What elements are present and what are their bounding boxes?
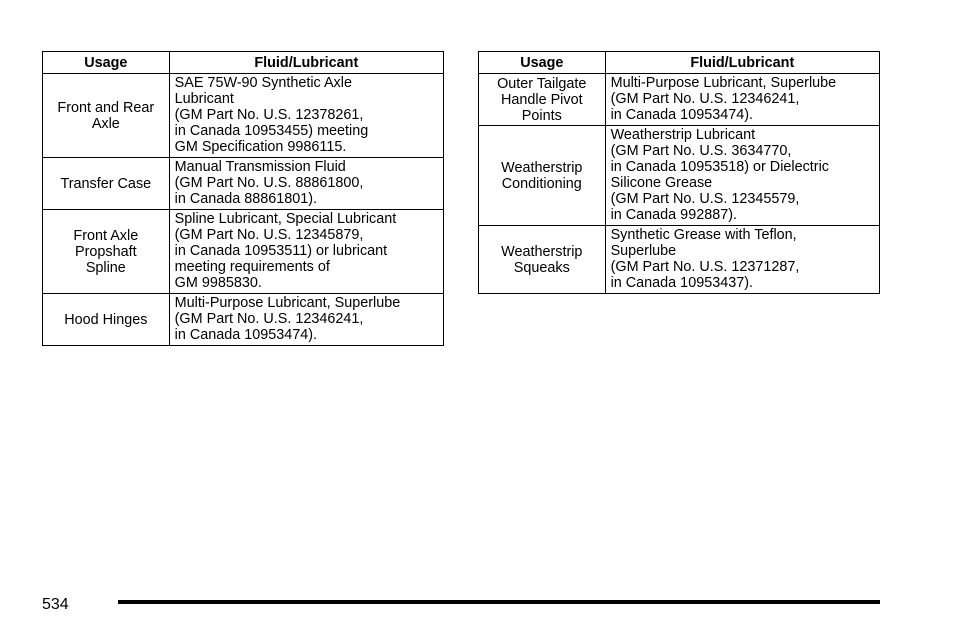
fluid-cell-line: in Canada 10953518) or Dielectric xyxy=(610,159,829,175)
usage-header: Usage xyxy=(479,52,606,74)
fluid-cell xyxy=(605,74,879,126)
fluid-cell-line: (GM Part No. U.S. 12346241, xyxy=(174,311,364,327)
usage-cell-line: Spline xyxy=(85,259,126,276)
fluid-cell xyxy=(605,126,879,226)
table-body xyxy=(479,74,880,294)
usage-cell-line: Conditioning xyxy=(501,175,582,192)
footer-rule xyxy=(118,600,880,604)
usage-cell-line: Transfer Case xyxy=(60,175,152,192)
fluid-cell-line: in Canada 10953511) or lubricant xyxy=(174,243,388,259)
fluid-cell-line: (GM Part No. U.S. 12345879, xyxy=(174,227,364,243)
table-header-row xyxy=(43,52,444,74)
fluid-cell-line: Silicone Grease xyxy=(610,175,713,191)
fluid-cell-line: in Canada 10953437). xyxy=(610,275,754,291)
fluid-cell-line: Manual Transmission Fluid xyxy=(174,159,346,175)
fluid-cell-line: (GM Part No. U.S. 88861800, xyxy=(174,175,364,191)
fluid-cell-line: (GM Part No. U.S. 12345579, xyxy=(610,191,800,207)
usage-cell-line: Handle Pivot xyxy=(500,91,583,108)
usage-cell-line: Weatherstrip xyxy=(501,159,583,176)
fluid-lubricant-header: Fluid/Lubricant xyxy=(605,52,879,74)
table-body xyxy=(43,74,444,346)
fluid-cell-line: Multi-Purpose Lubricant, Superlube xyxy=(174,295,401,311)
table-row xyxy=(479,74,880,126)
fluids-table-right xyxy=(478,51,880,294)
fluids-table-left xyxy=(42,51,444,346)
table-header-row xyxy=(479,52,880,74)
table-row xyxy=(43,74,444,158)
fluid-cell-line: in Canada 10953474). xyxy=(610,107,754,123)
fluid-cell xyxy=(169,158,443,210)
usage-cell xyxy=(479,226,606,294)
fluid-cell-line: Synthetic Grease with Teflon, xyxy=(610,227,797,243)
fluid-cell-line: in Canada 10953455) meeting xyxy=(174,123,369,139)
table-row xyxy=(43,158,444,210)
fluid-cell-line: Superlube xyxy=(610,243,677,259)
fluid-cell xyxy=(169,210,443,294)
fluid-cell xyxy=(605,226,879,294)
fluid-cell-line: Weatherstrip Lubricant xyxy=(610,127,756,143)
fluid-cell-line: in Canada 88861801). xyxy=(174,191,318,207)
usage-cell-line: Front and Rear xyxy=(57,99,155,116)
table-row xyxy=(43,210,444,294)
usage-cell-line: Propshaft xyxy=(75,243,137,260)
fluid-cell-line: GM Specification 9986115. xyxy=(174,139,347,155)
fluid-cell-line: (GM Part No. U.S. 12371287, xyxy=(610,259,800,275)
fluid-lubricant-header: Fluid/Lubricant xyxy=(169,52,443,74)
usage-header: Usage xyxy=(43,52,170,74)
usage-cell xyxy=(479,74,606,126)
fluid-cell-line: Lubricant xyxy=(174,91,234,107)
usage-cell-line: Weatherstrip xyxy=(501,243,583,260)
usage-cell-line: Hood Hinges xyxy=(64,311,148,328)
usage-cell xyxy=(479,126,606,226)
fluid-cell-line: in Canada 10953474). xyxy=(174,327,318,343)
page-number: 534 xyxy=(42,596,69,613)
fluid-cell-line: (GM Part No. U.S. 3634770, xyxy=(610,143,792,159)
usage-cell xyxy=(43,210,170,294)
table-row xyxy=(479,126,880,226)
usage-cell xyxy=(43,158,170,210)
fluid-cell-line: (GM Part No. U.S. 12378261, xyxy=(174,107,364,123)
usage-cell-line: Front Axle xyxy=(73,227,139,244)
fluid-cell-line: in Canada 992887). xyxy=(610,207,737,223)
fluid-cell-line: (GM Part No. U.S. 12346241, xyxy=(610,91,800,107)
fluid-cell-line: SAE 75W-90 Synthetic Axle xyxy=(174,75,352,91)
fluid-cell-line: GM 9985830. xyxy=(174,275,262,291)
usage-cell-line: Squeaks xyxy=(513,259,570,276)
usage-cell-line: Axle xyxy=(91,115,120,132)
table-row xyxy=(479,226,880,294)
usage-cell xyxy=(43,74,170,158)
fluid-cell-line: Multi-Purpose Lubricant, Superlube xyxy=(610,75,837,91)
usage-cell-line: Outer Tailgate xyxy=(497,75,587,92)
fluid-cell xyxy=(169,74,443,158)
table-row xyxy=(43,294,444,346)
usage-cell-line: Points xyxy=(521,107,562,124)
fluid-cell-line: meeting requirements of xyxy=(174,259,330,275)
usage-cell xyxy=(43,294,170,346)
fluid-cell xyxy=(169,294,443,346)
fluid-cell-line: Spline Lubricant, Special Lubricant xyxy=(174,211,397,227)
